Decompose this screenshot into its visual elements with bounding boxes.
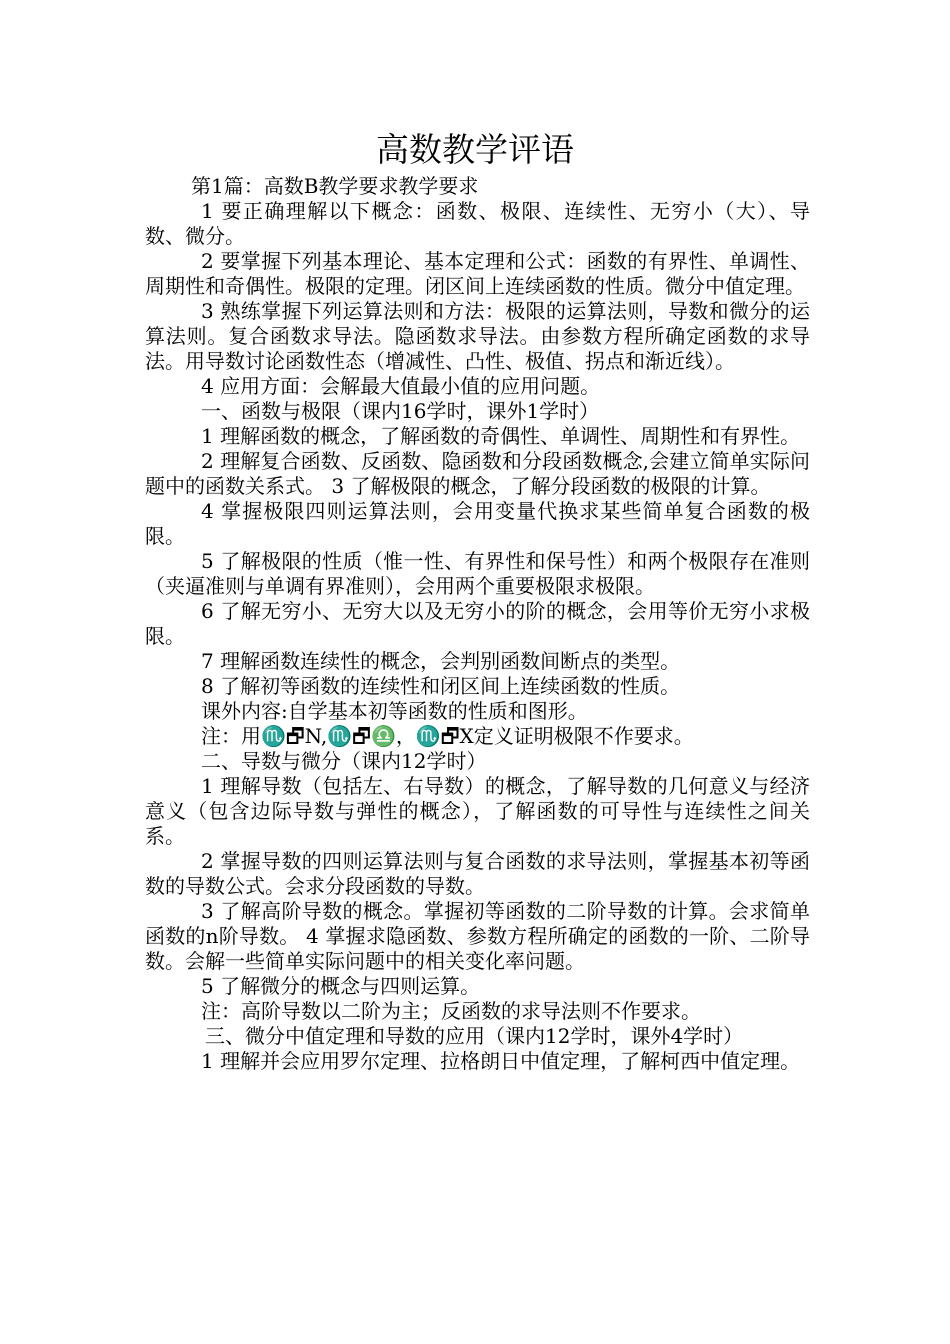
section-heading: 二、导数与微分（课内12学时） [201,749,487,773]
paragraph: 1 理解导数（包括左、右导数）的概念，了解导数的几何意义与经济意义（包含边际导数与弹性的概念），了解函数的可导性与连续性之间关系。 [145,774,810,848]
paragraph: 1 理解函数的概念，了解函数的奇偶性、单调性、周期性和有界性。 [201,424,801,448]
document-body [145,174,810,1074]
paragraph: 1 要正确理解以下概念：函数、极限、连续性、无穷小（大）、导数、微分。 [145,199,810,248]
paragraph: 7 理解函数连续性的概念，会判别函数间断点的类型。 [201,649,681,673]
paragraph: 课外内容:自学基本初等函数的性质和图形。 [201,699,588,723]
document-title: 高数教学评语 [376,130,574,169]
paragraph: 2 要掌握下列基本理论、基本定理和公式：函数的有界性、单调性、周期性和奇偶性。极限的定理。闭区间上连续函数的性质。微分中值定理。 [145,249,810,298]
note: 注：用♏🗗N,♏🗗♎，♏🗗X定义证明极限不作要求。 [201,724,694,748]
paragraph: 4 掌握极限四则运算法则，会用变量代换求某些简单复合函数的极限。 [145,499,810,548]
section-heading: 三、微分中值定理和导数的应用（课内12学时，课外4学时） [205,1024,744,1048]
paragraph: 2 掌握导数的四则运算法则与复合函数的求导法则，掌握基本初等函数的导数公式。会求分段函数的导数。 [145,849,810,898]
paragraph: 8 了解初等函数的连续性和闭区间上连续函数的性质。 [201,674,681,698]
note: 注：高阶导数以二阶为主；反函数的求导法则不作要求。 [201,999,701,1023]
paragraph: 4 应用方面：会解最大值最小值的应用问题。 [201,374,601,398]
paragraph: 1 理解并会应用罗尔定理、拉格朗日中值定理，了解柯西中值定理。 [201,1049,801,1073]
section-heading: 一、函数与极限（课内16学时，课外1学时） [201,399,600,423]
paragraph: 5 了解极限的性质（惟一性、有界性和保号性）和两个极限存在准则（夹逼准则与单调有界准则），会用两个重要极限求极限。 [145,549,810,598]
paragraph: 3 熟练掌握下列运算法则和方法：极限的运算法则，导数和微分的运算法则。复合函数求导法。隐函数求导法。由参数方程所确定函数的求导法。用导数讨论函数性态（增减性、凸性、极值、拐点和渐近线）。 [145,299,810,373]
paragraph: 6 了解无穷小、无穷大以及无穷小的阶的概念，会用等价无穷小求极限。 [145,599,810,648]
paragraph: 5 了解微分的概念与四则运算。 [201,974,481,998]
section-heading-part1: 第1篇：高数B教学要求教学要求 [191,174,479,198]
paragraph: 2 理解复合函数、反函数、隐函数和分段函数概念,会建立简单实际问题中的函数关系式。 3 了解极限的概念，了解分段函数的极限的计算。 [145,449,810,498]
paragraph: 3 了解高阶导数的概念。掌握初等函数的二阶导数的计算。会求简单函数的n阶导数。 4 掌握求隐函数、参数方程所确定的函数的一阶、二阶导数。会解一些简单实际问题中的相关变化率问题。 [145,899,810,973]
